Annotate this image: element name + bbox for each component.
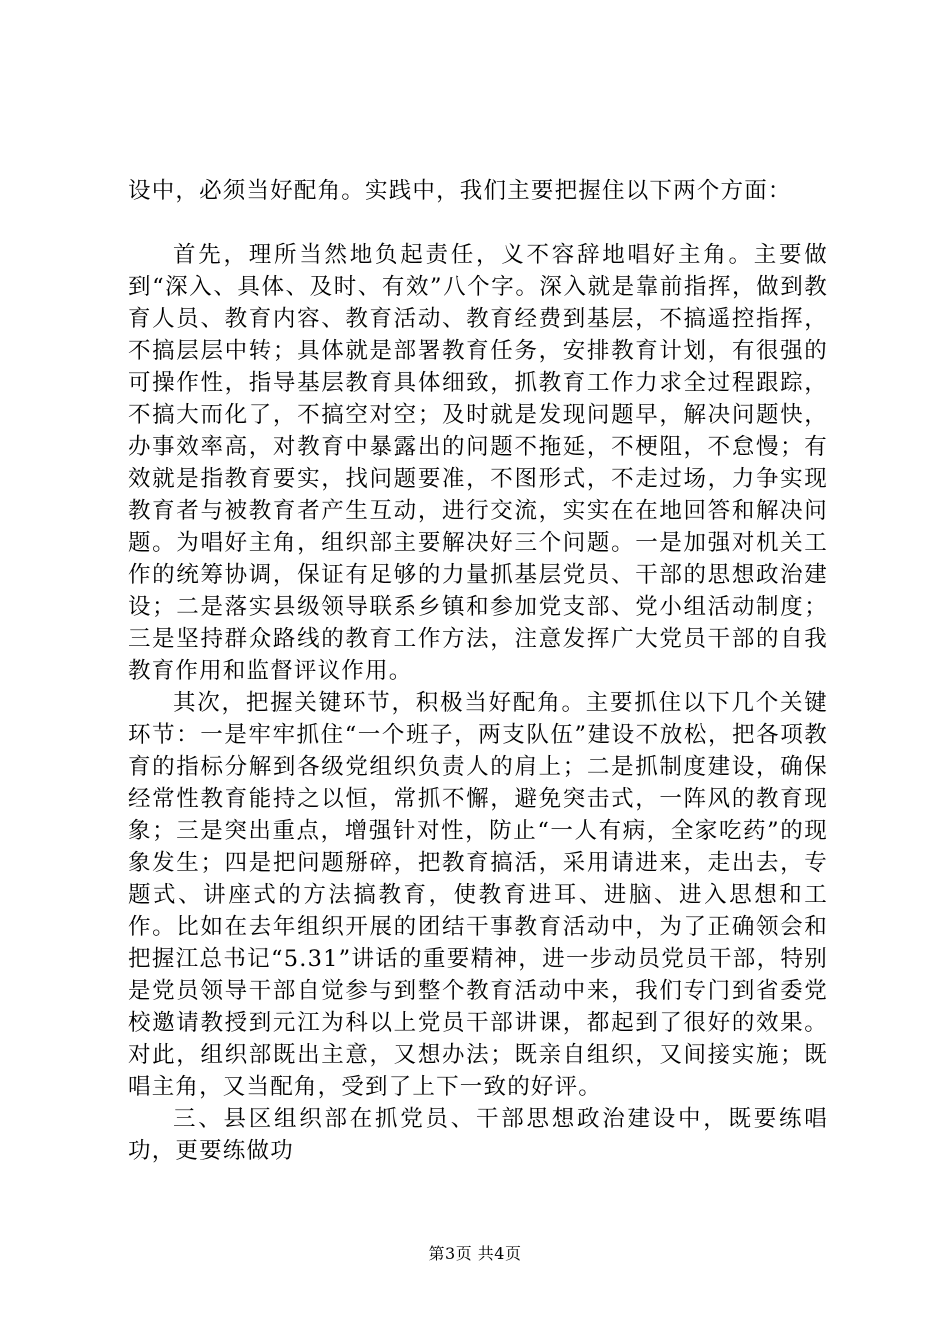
paragraph-continuation: 设中，必须当好配角。实践中，我们主要把握住以下两个方面： <box>128 178 792 204</box>
page-number-footer: 第3页 共4页 <box>428 1244 522 1263</box>
section-heading-three: 三、县区组织部在抓党员、干部思想政治建设中，既要练唱功，更要练做功 <box>128 1106 828 1164</box>
paragraph-first-point: 首先，理所当然地负起责任，义不容辞地唱好主角。主要做到“深入、具体、及时、有效”八个字。深入就是靠前指挥，做到教育人员、教育内容、教育活动、教育经费到基层，不搞遥控指挥，不搞层层中转；具体就是部署教育任务，安排教育计划，有很强的可操作性，指导基层教育具体细致，抓教育工作力求全过程跟踪，不搞大而化了，不搞空对空；及时就是发现问题早，解决问题快，办事效率高，对教育中暴露出的问题不拖延，不梗阻，不怠慢；有效就是指教育要实，找问题要准，不图形式，不走过场，力争实现教育者与被教育者产生互动，进行交流，实实在在地回答和解决问题。为唱好主角，组织部主要解决好三个问题。一是加强对机关工作的统筹协调，保证有足够的力量抓基层党员、干部的思想政治建设；二是落实县级领导联系乡镇和参加党支部、党小组活动制度；三是坚持群众路线的教育工作方法，注意发挥广大党员干部的自我教育作用和监督评议作用。 <box>128 242 828 684</box>
document-body <box>128 175 828 1167</box>
paragraph-second-point: 其次，把握关键环节，积极当好配角。主要抓住以下几个关键环节：一是牢牢抓住“一个班子，两支队伍”建设不放松，把各项教育的指标分解到各级党组织负责人的肩上；二是抓制度建设，确保经常性教育能持之以恒，常抓不懈，避免突击式，一阵风的教育现象；三是突出重点，增强针对性，防止“一人有病，全家吃药”的现象发生；四是把问题掰碎，把教育搞活，采用请进来，走出去，专题式、讲座式的方法搞教育，使教育进耳、进脑、进入思想和工作。比如在去年组织开展的团结干事教育活动中，为了正确领会和把握江总书记“5.31”讲话的重要精神，进一步动员党员干部，特别是党员领导干部自觉参与到整个教育活动中来，我们专门到省委党校邀请教授到元江为科以上党员干部讲课，都起到了很好的效果。对此，组织部既出主意，又想办法；既亲自组织，又间接实施；既唱主角，又当配角，受到了上下一致的好评。 <box>128 690 828 1100</box>
